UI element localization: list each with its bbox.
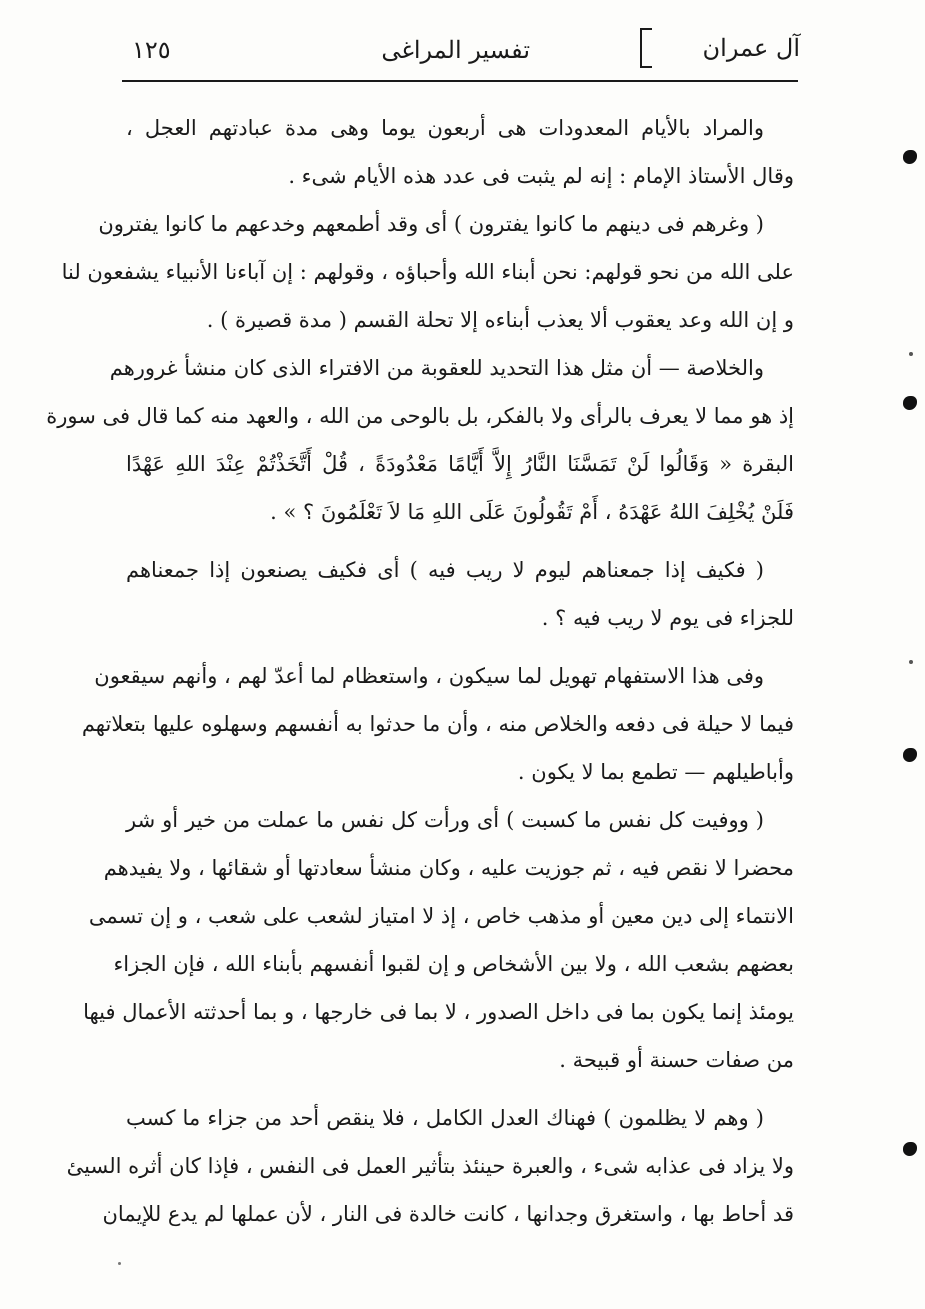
page-number: ١٢٥ [132, 36, 171, 64]
text-line: يومئذ إنما يكون بما فى داخل الصدور ، لا بما فى خارجها ، و بما أحدثته الأعمال فيها [83, 1000, 794, 1024]
text-line: ( فكيف إذا جمعناهم ليوم لا ريب فيه ) أى فكيف يصنعون إذا جمعناهم [126, 558, 764, 582]
margin-speck [909, 660, 913, 664]
margin-speck [909, 352, 913, 356]
text-line: البقرة « وَقَالُوا لَنْ تَمَسَّنَا النَّارُ إِلاَّ أَيَّامًا مَعْدُودَةً ، قُلْ أَتَّخَذْتُمْ عِنْدَ اللهِ عَهْدًا [126, 452, 794, 476]
paragraph-gap [126, 536, 794, 546]
margin-ink-mark [903, 1142, 917, 1156]
margin-ink-mark [903, 748, 917, 762]
text-line: قد أحاط بها ، واستغرق وجدانها ، كانت خالدة فى النار ، لأن عملها لم يدع للإيمان [102, 1202, 794, 1226]
text-line: للجزاء فى يوم لا ريب فيه ؟ . [541, 606, 794, 630]
body-text [46, 104, 794, 1238]
header-rule [122, 80, 798, 82]
text-line: ( ووفيت كل نفس ما كسبت ) أى ورأت كل نفس ما عملت من خير أو شر [126, 808, 764, 832]
text-line: محضرا لا نقص فيه ، ثم جوزيت عليه ، وكان منشأ سعادتها أو شقائها ، ولا يفيدهم [103, 856, 794, 880]
text-line: وأباطيلهم — تطمع بما لا يكون . [517, 760, 794, 784]
text-line: فَلَنْ يُخْلِفَ اللهُ عَهْدَهُ ، أَمْ تَقُولُونَ عَلَى اللهِ مَا لاَ تَعْلَمُونَ ؟ » . [270, 500, 794, 524]
text-line: و إن الله وعد يعقوب ألا يعذب أبناءه إلا تحلة القسم ( مدة قصيرة ) . [206, 308, 794, 332]
text-line: وفى هذا الاستفهام تهويل لما سيكون ، واستعظام لما أعدّ لهم ، وأنهم سيقعون [94, 664, 764, 688]
text-line: والخلاصة — أن مثل هذا التحديد للعقوبة من الافتراء الذى كان منشأ غرورهم [109, 356, 764, 380]
text-line: على الله من نحو قولهم: نحن أبناء الله وأحباؤه ، وقولهم : إن آباءنا الأنبياء يشفعون لنا [61, 260, 794, 284]
paragraph-gap [126, 642, 794, 652]
text-line: والمراد بالأيام المعدودات هى أربعون يوما وهى مدة عبادتهم العجل ، [126, 116, 764, 140]
text-line: ولا يزاد فى عذابه شىء ، والعبرة حينئذ بتأثير العمل فى النفس ، فإذا كان أثره السيئ [66, 1154, 794, 1178]
text-line: ( وغرهم فى دينهم ما كانوا يفترون ) أى وقد أطمعهم وخدعهم ما كانوا يفترون [98, 212, 764, 236]
margin-ink-mark [903, 396, 917, 410]
header-bracket [640, 28, 652, 68]
surah-title: آل عمران [702, 34, 800, 62]
text-line: بعضهم بشعب الله ، ولا بين الأشخاص و إن لقبوا أنفسهم بأبناء الله ، فإن الجزاء [113, 952, 794, 976]
book-title: تفسير المراغى [381, 36, 530, 64]
page-speck [118, 1262, 121, 1265]
text-line: الانتماء إلى دين معين أو مذهب خاص ، إذ لا امتياز لشعب على شعب ، و إن تسمى [88, 904, 794, 928]
page-header [120, 28, 800, 86]
text-line: ( وهم لا يظلمون ) فهناك العدل الكامل ، فلا ينقص أحد من جزاء ما كسب [126, 1106, 764, 1130]
paragraph-gap [126, 1084, 794, 1094]
margin-ink-mark [903, 150, 917, 164]
text-line: وقال الأستاذ الإمام : إنه لم يثبت فى عدد هذه الأيام شىء . [288, 164, 794, 188]
text-line: إذ هو مما لا يعرف بالرأى ولا بالفكر، بل بالوحى من الله ، والعهد منه كما قال فى سورة [46, 404, 794, 428]
text-line: فيما لا حيلة فى دفعه والخلاص منه ، وأن ما حدثوا به أنفسهم وسهلوه عليها بتعلاتهم [81, 712, 794, 736]
text-line: من صفات حسنة أو قبيحة . [559, 1048, 794, 1072]
